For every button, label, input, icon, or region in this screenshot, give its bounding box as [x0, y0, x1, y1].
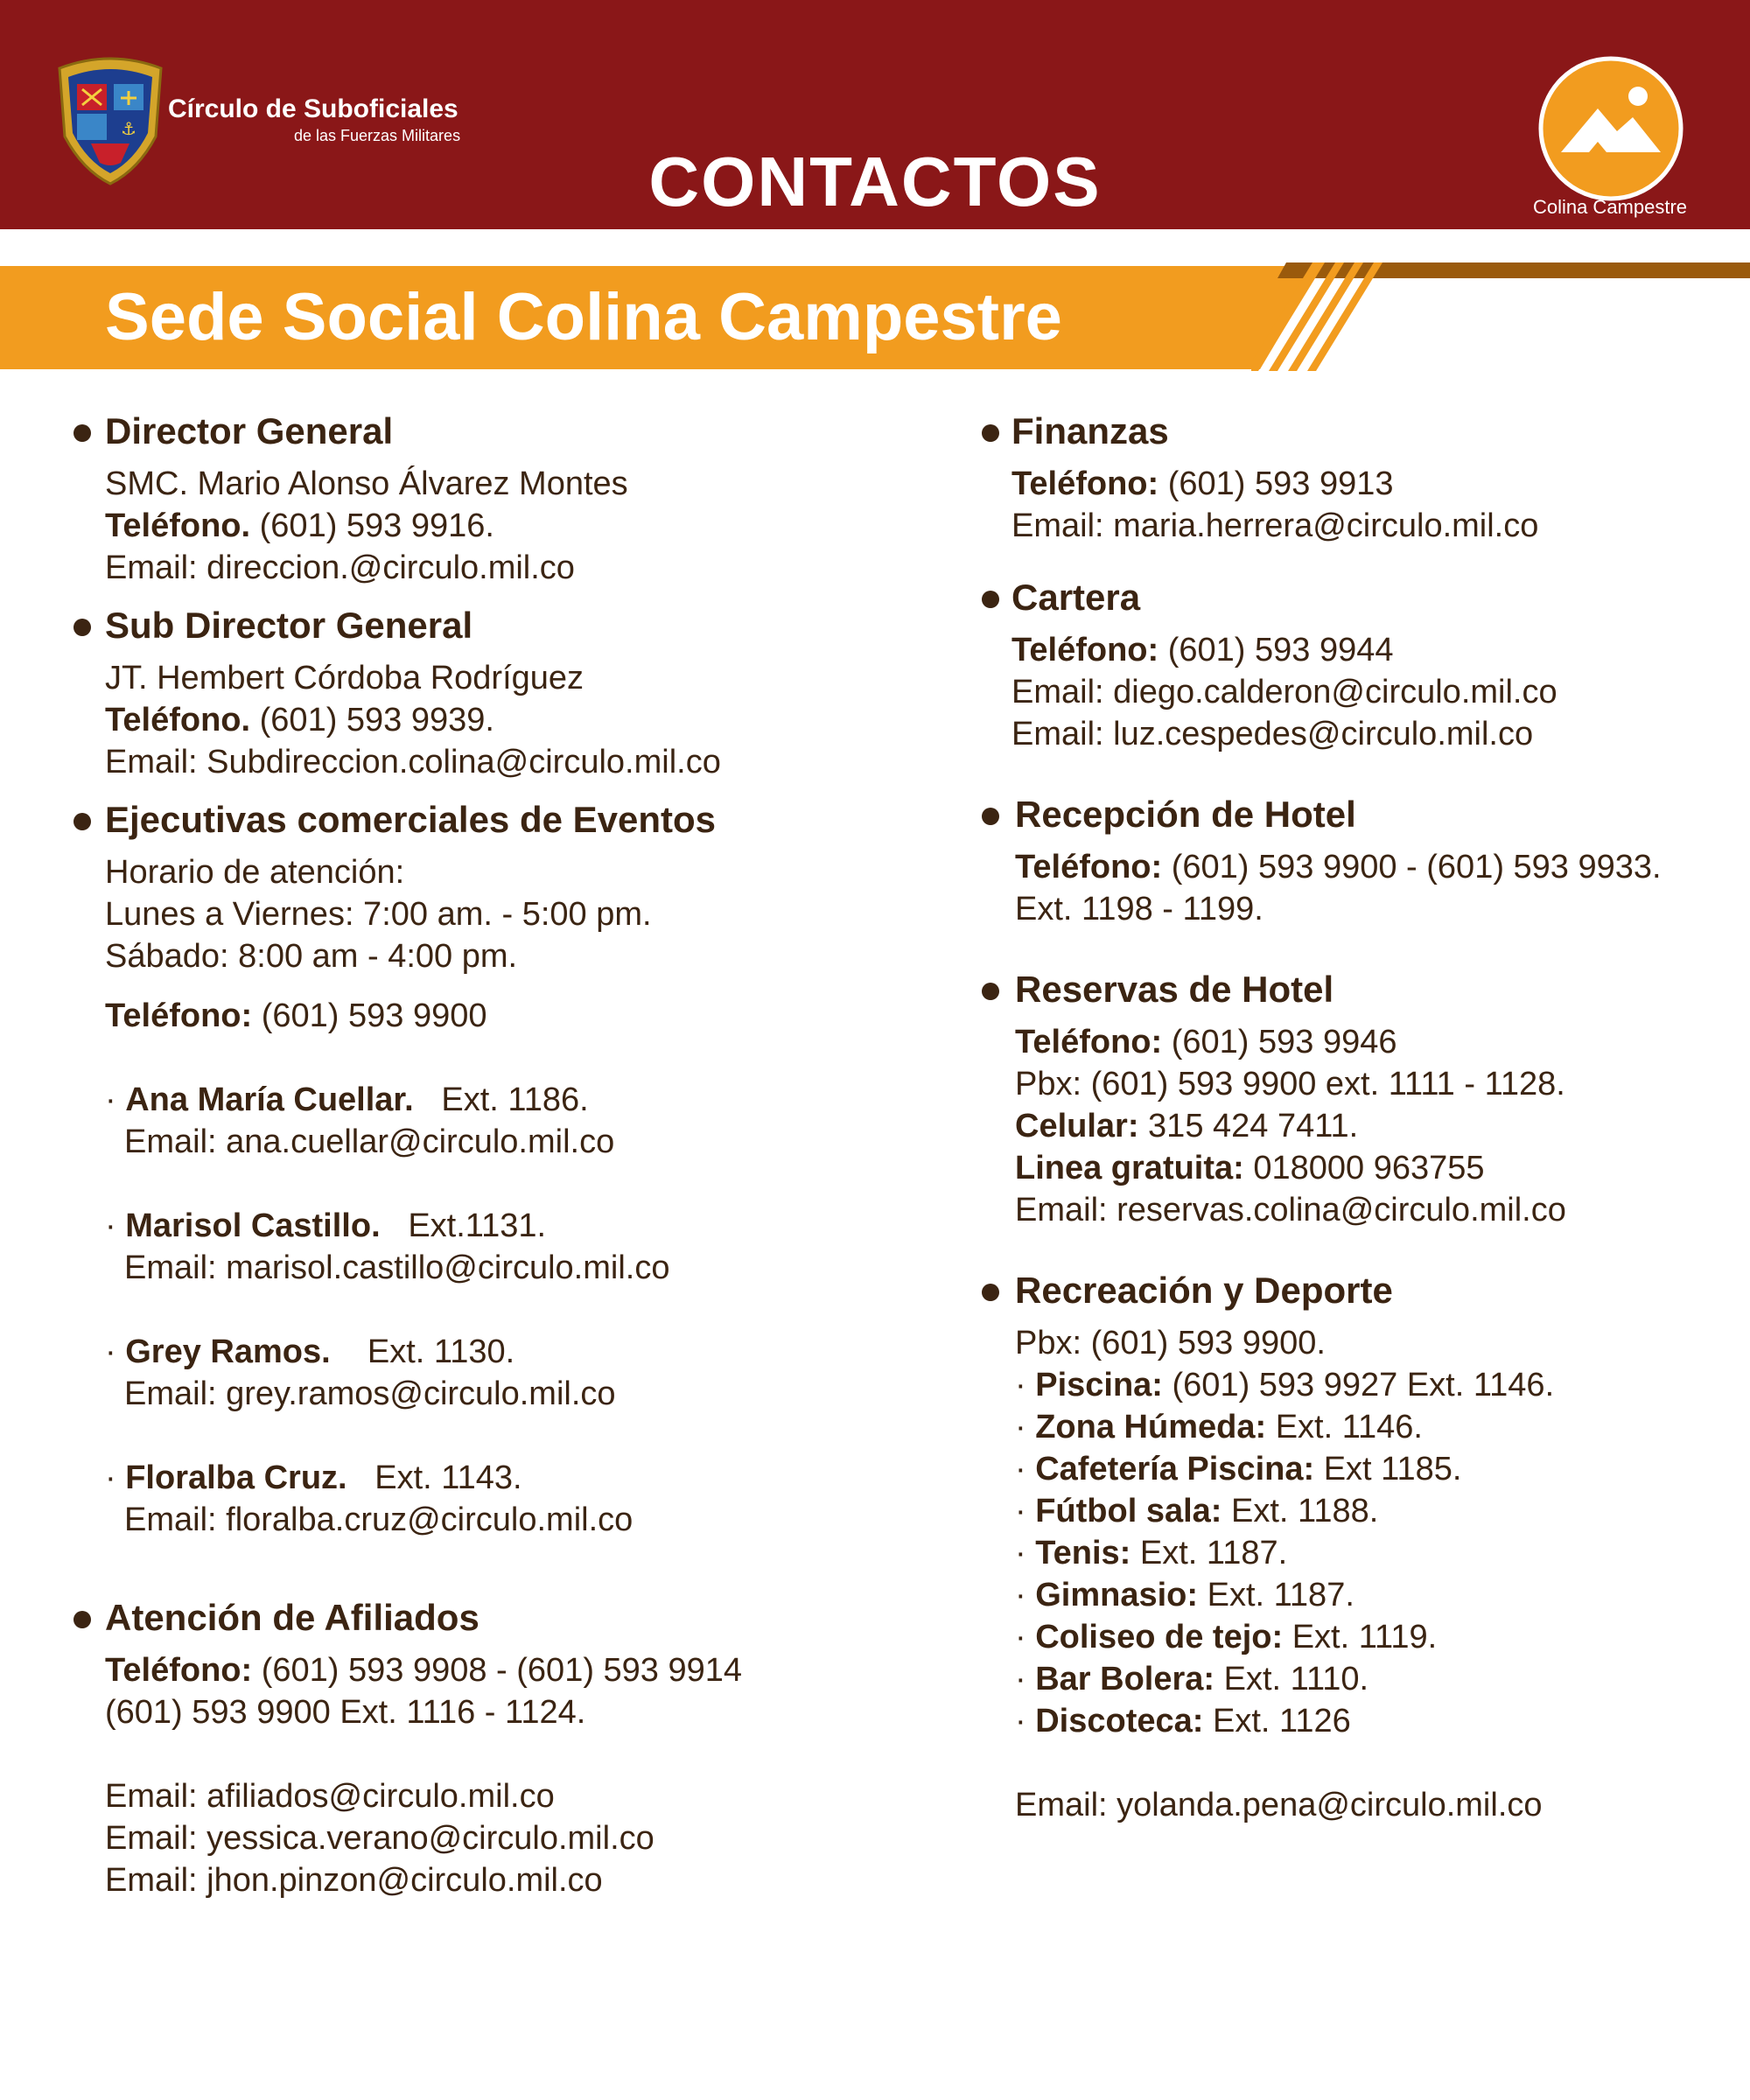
cartera-phone — [1012, 629, 1750, 671]
recepcion-phone — [1015, 846, 1750, 888]
phone-label: Teléfono: — [105, 1652, 253, 1689]
list-item: · Piscina: (601) 593 9927 Ext. 1146. — [1015, 1367, 1555, 1404]
afiliados-phone — [105, 1649, 928, 1691]
bullet-icon — [982, 808, 999, 825]
phone-value: (601) 593 9900 - (601) 593 9933. — [1171, 849, 1662, 886]
item-label: Piscina: — [1035, 1367, 1163, 1404]
page-title: CONTACTOS — [648, 143, 1102, 220]
recreacion-email: Email: yolanda.pena@circulo.mil.co — [1015, 1787, 1543, 1824]
section-reservas-hotel — [971, 965, 1750, 1231]
list-item: · Discoteca: Ext. 1126 — [1015, 1703, 1351, 1740]
reservas-phone — [1015, 1021, 1750, 1063]
section-heading: Finanzas — [1012, 410, 1169, 452]
phone-label: Teléfono: — [1015, 1024, 1163, 1060]
finanzas-email: Email: maria.herrera@circulo.mil.co — [1012, 508, 1539, 544]
section-heading: Sub Director General — [105, 605, 473, 646]
section-recreacion-deporte — [971, 1266, 1750, 1826]
person-name: Marisol Castillo. — [125, 1208, 381, 1244]
item-label: Zona Húmeda: — [1035, 1409, 1267, 1446]
section-heading: Cartera — [1012, 577, 1141, 618]
reservas-free-line — [1015, 1147, 1750, 1189]
list-item: · Marisol Castillo. Ext.1131. Email: marisol.castillo@circulo.mil.co — [105, 1205, 928, 1289]
afiliados-email: Email: yessica.verano@circulo.mil.co — [105, 1820, 654, 1857]
section-sub-director-general — [0, 601, 928, 783]
director-name: SMC. Mario Alonso Álvarez Montes — [105, 466, 628, 502]
item-value: Ext. 1187. — [1207, 1577, 1354, 1614]
phone-value: (601) 593 9916. — [259, 508, 494, 544]
section-director-general — [0, 407, 928, 589]
list-item: · Tenis: Ext. 1187. — [1015, 1535, 1288, 1572]
reservas-pbx: Pbx: (601) 593 9900 ext. 1111 - 1128. — [1015, 1066, 1565, 1102]
list-item: · Cafetería Piscina: Ext 1185. — [1015, 1451, 1462, 1488]
list-item: · Floralba Cruz. Ext. 1143. Email: floralba.cruz@circulo.mil.co — [105, 1457, 928, 1541]
right-column — [971, 407, 1750, 1826]
section-heading: Recreación y Deporte — [1015, 1270, 1393, 1311]
hours-label: Horario de atención: — [105, 854, 405, 891]
item-label: Fútbol sala: — [1035, 1493, 1222, 1530]
banner-title: Sede Social Colina Campestre — [105, 280, 1062, 354]
phone-value: (601) 593 9908 - (601) 593 9914 — [261, 1652, 743, 1689]
section-heading: Reservas de Hotel — [1015, 969, 1334, 1010]
phone-label: Teléfono: — [1015, 849, 1163, 886]
list-item: · Ana María Cuellar. Ext. 1186. Email: ana.cuellar@circulo.mil.co — [105, 1079, 928, 1163]
bullet-icon — [982, 591, 999, 608]
person-ext: Ext. 1186. — [441, 1082, 589, 1118]
person-email: Email: floralba.cruz@circulo.mil.co — [124, 1502, 634, 1538]
afiliados-email: Email: afiliados@circulo.mil.co — [105, 1778, 555, 1815]
item-label: Bar Bolera: — [1035, 1661, 1215, 1698]
free-line-value: 018000 963755 — [1253, 1150, 1485, 1186]
hours-saturday: Sábado: 8:00 am - 4:00 pm. — [105, 938, 518, 975]
director-phone — [105, 505, 928, 547]
item-label: Tenis: — [1035, 1535, 1131, 1572]
bullet-icon — [74, 619, 91, 636]
section-cartera — [971, 573, 1750, 755]
person-name: Floralba Cruz. — [125, 1460, 347, 1496]
phone-label: Teléfono. — [105, 508, 251, 544]
bullet-icon — [982, 983, 999, 1000]
colina-campestre-logo-icon — [1536, 54, 1685, 203]
section-heading: Director General — [105, 410, 394, 452]
afiliados-email: Email: jhon.pinzon@circulo.mil.co — [105, 1862, 603, 1899]
phone-label: Teléfono: — [1012, 466, 1159, 502]
reservas-email: Email: reservas.colina@circulo.mil.co — [1015, 1192, 1566, 1228]
section-heading: Ejecutivas comerciales de Eventos — [105, 799, 717, 840]
bullet-icon — [74, 1611, 91, 1628]
person-ext: Ext. 1143. — [374, 1460, 522, 1496]
bullet-icon — [982, 1284, 999, 1301]
person-email: Email: marisol.castillo@circulo.mil.co — [124, 1250, 670, 1286]
phone-label: Teléfono: — [105, 998, 253, 1034]
bullet-icon — [74, 424, 91, 442]
section-heading: Recepción de Hotel — [1015, 794, 1356, 835]
list-item: · Gimnasio: Ext. 1187. — [1015, 1577, 1354, 1614]
free-line-label: Linea gratuita: — [1015, 1150, 1244, 1186]
list-item: · Zona Húmeda: Ext. 1146. — [1015, 1409, 1423, 1446]
ejecutivas-phone — [105, 995, 928, 1037]
section-finanzas — [971, 407, 1750, 547]
list-item: · Grey Ramos. Ext. 1130. Email: grey.ramos@circulo.mil.co — [105, 1331, 928, 1415]
finanzas-phone — [1012, 463, 1750, 505]
person-ext: Ext.1131. — [408, 1208, 547, 1244]
item-label: Cafetería Piscina: — [1035, 1451, 1315, 1488]
recepcion-ext: Ext. 1198 - 1199. — [1015, 891, 1264, 928]
svg-text:⚓: ⚓ — [121, 118, 136, 139]
cartera-email: Email: luz.cespedes@circulo.mil.co — [1012, 716, 1534, 752]
list-item: · Coliseo de tejo: Ext. 1119. — [1015, 1619, 1438, 1656]
cartera-email: Email: diego.calderon@circulo.mil.co — [1012, 674, 1558, 710]
director-email: Email: direccion.@circulo.mil.co — [105, 550, 575, 586]
cel-label: Celular: — [1015, 1108, 1139, 1144]
bullet-icon — [982, 424, 999, 442]
subdirector-phone — [105, 699, 928, 741]
subdirector-name: JT. Hembert Córdoba Rodríguez — [105, 660, 584, 696]
item-value: (601) 593 9927 Ext. 1146. — [1172, 1367, 1555, 1404]
afiliados-phone-ext: (601) 593 9900 Ext. 1116 - 1124. — [105, 1694, 586, 1731]
person-name: Grey Ramos. — [125, 1334, 331, 1370]
phone-label: Teléfono. — [105, 702, 251, 738]
list-item: · Fútbol sala: Ext. 1188. — [1015, 1493, 1379, 1530]
item-value: Ext. 1126 — [1212, 1703, 1351, 1740]
left-column — [0, 407, 928, 1901]
section-heading: Atención de Afiliados — [105, 1597, 480, 1638]
org-name: Círculo de Suboficiales — [168, 94, 458, 123]
item-value: Ext. 1146. — [1275, 1409, 1423, 1446]
subdirector-email: Email: Subdireccion.colina@circulo.mil.co — [105, 744, 721, 780]
person-email: Email: ana.cuellar@circulo.mil.co — [124, 1124, 615, 1160]
org-subtitle: de las Fuerzas Militares — [294, 127, 461, 144]
phone-value: (601) 593 9900 — [261, 998, 487, 1034]
list-item: · Bar Bolera: Ext. 1110. — [1015, 1661, 1369, 1698]
section-atencion-afiliados — [0, 1593, 928, 1901]
item-value: Ext. 1188. — [1231, 1493, 1379, 1530]
phone-value: (601) 593 9939. — [259, 702, 494, 738]
phone-value: (601) 593 9944 — [1167, 632, 1394, 668]
section-ejecutivas-eventos — [0, 795, 928, 1541]
phone-label: Teléfono: — [1012, 632, 1159, 668]
item-value: Ext. 1119. — [1292, 1619, 1438, 1656]
phone-value: (601) 593 9913 — [1167, 466, 1394, 502]
item-label: Discoteca: — [1035, 1703, 1204, 1740]
cel-value: 315 424 7411. — [1148, 1108, 1359, 1144]
item-label: Coliseo de tejo: — [1035, 1619, 1284, 1656]
colina-campestre-label: Colina Campestre — [1532, 196, 1688, 218]
phone-value: (601) 593 9946 — [1171, 1024, 1397, 1060]
item-value: Ext 1185. — [1323, 1451, 1462, 1488]
reservas-cel — [1015, 1105, 1750, 1147]
hours-weekdays: Lunes a Viernes: 7:00 am. - 5:00 pm. — [105, 896, 652, 933]
person-email: Email: grey.ramos@circulo.mil.co — [124, 1376, 616, 1412]
bullet-icon — [74, 813, 91, 830]
item-label: Gimnasio: — [1035, 1577, 1199, 1614]
banner-stripes-decoration — [1251, 262, 1750, 371]
person-ext: Ext. 1130. — [367, 1334, 515, 1370]
recreacion-pbx: Pbx: (601) 593 9900. — [1015, 1325, 1326, 1362]
section-recepcion-hotel — [971, 790, 1750, 930]
person-name: Ana María Cuellar. — [125, 1082, 414, 1118]
item-value: Ext. 1110. — [1223, 1661, 1369, 1698]
item-value: Ext. 1187. — [1139, 1535, 1288, 1572]
